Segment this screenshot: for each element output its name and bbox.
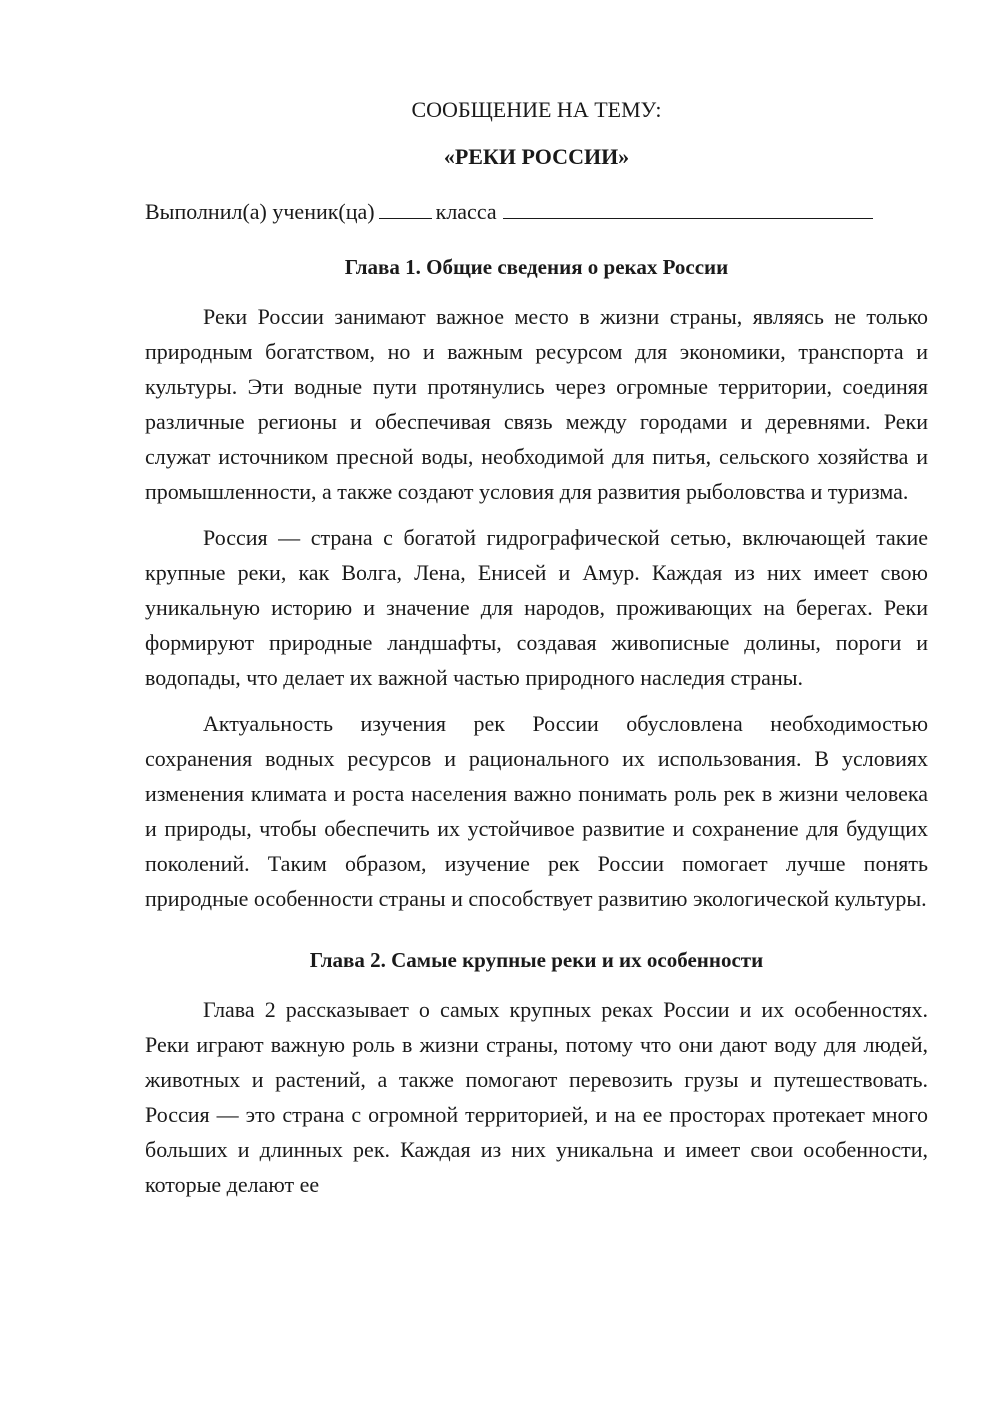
chapter-2-heading: Глава 2. Самые крупные реки и их особенности [309,948,764,972]
document-topic: «РЕКИ РОССИИ» [443,144,630,169]
chapter-2-paragraph-1: Глава 2 рассказывает о самых крупных реках России и их особенностях. Реки играют важную роль в жизни страны, потому что они дают воду для людей, животных и растений, а также помогают перевозить грузы и путешествовать. Россия — это страна с огромной территорией, и на ее просторах протекает много больших и длинных рек. Каждая из них уникальна и имеет свои особенности, которые делают ее [145,997,928,1197]
class-label: класса [435,199,497,224]
student-name-blank [503,196,873,219]
chapter-1-paragraph-1: Реки России занимают важное место в жизни страны, являясь не только природным богатством, но и важным ресурсом для экономики, транспорта и культуры. Эти водные пути протянулись через огромные территории, соединяя различные регионы и обеспечивая связь между городами и деревнями. Реки служат источником пресной воды, необходимой для питья, сельского хозяйства и промышленности, а также создают условия для развития рыболовства и туризма. [145,304,928,504]
chapter-1-heading: Глава 1. Общие сведения о реках России [344,255,729,279]
chapter-1-paragraph-3: Актуальность изучения рек России обусловлена необходимостью сохранения водных ресурсов и рационального их использования. В условиях изменения климата и роста населения важно понимать роль рек в жизни человека и природы, чтобы обеспечить их устойчивое развитие и сохранение для будущих поколений. Таким образом, изучение рек России помогает лучше понять природные особенности страны и способствует развитию экологической культуры. [145,711,928,911]
document-content [145,92,928,1202]
author-line [145,194,928,229]
chapter-1-paragraph-2: Россия — страна с богатой гидрографической сетью, включающей такие крупные реки, как Волга, Лена, Енисей и Амур. Каждая из них имеет свою уникальную историю и значение для народов, проживающих на берегах. Реки формируют природные ландшафты, создавая живописные долины, пороги и водопады, что делает их важной частью природного наследия страны. [145,525,928,690]
class-number-blank [379,196,432,219]
document-title: СООБЩЕНИЕ НА ТЕМУ: [411,97,662,122]
performed-by-label: Выполнил(а) ученик(ца) [145,199,375,224]
